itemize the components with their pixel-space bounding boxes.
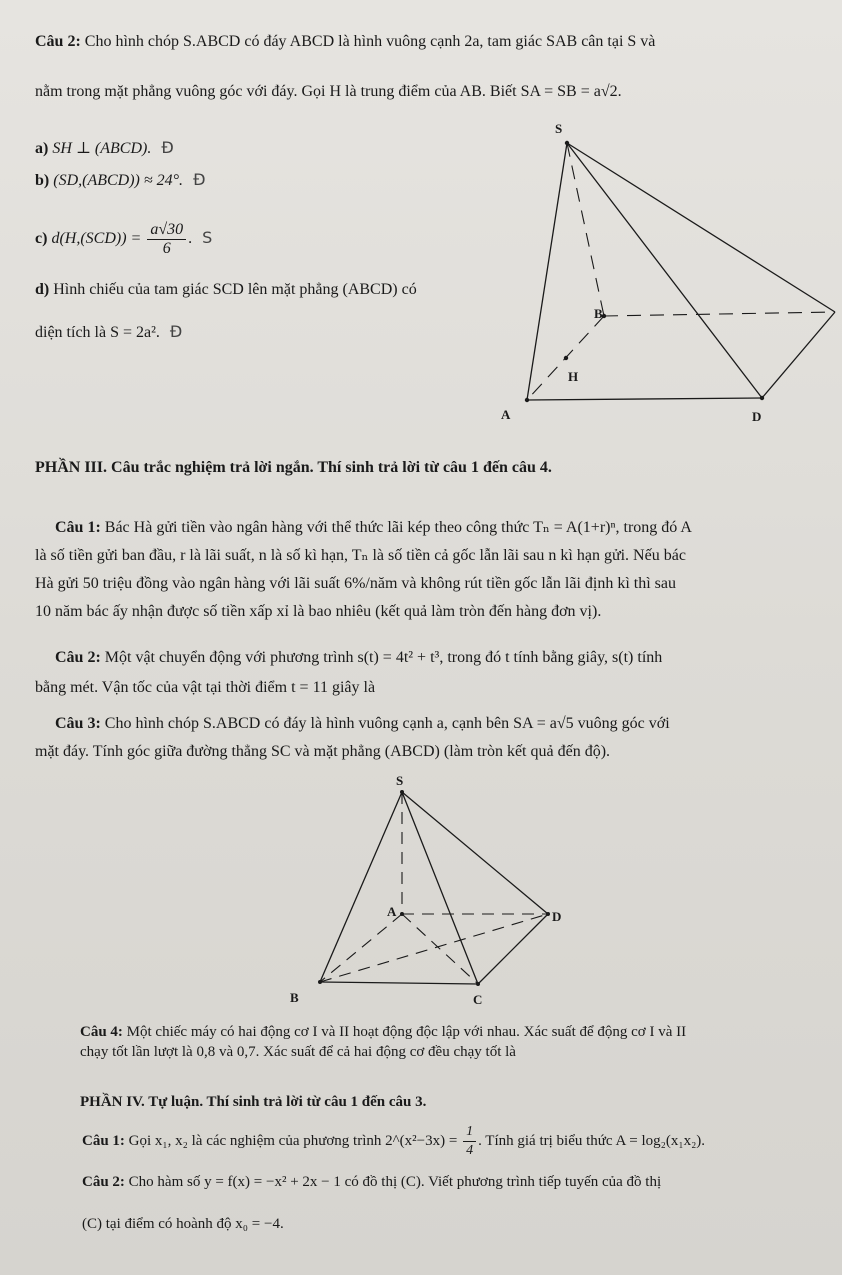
p3-q1-text-2: là số tiền gửi ban đầu, r là lãi suất, n là số kì hạn, Tₙ là số tiền cả gốc lẫn lãi sau n kì hạn gửi. Nếu bác — [35, 547, 686, 564]
label-A2: A — [387, 904, 397, 919]
label-B: B — [594, 306, 603, 321]
option-c-label: c) — [35, 230, 48, 247]
vertex-D2 — [546, 912, 550, 916]
p4-q1-line — [82, 1122, 705, 1160]
vertex-S2 — [400, 790, 404, 794]
option-b-label: b) — [35, 172, 50, 189]
label-A: A — [501, 407, 511, 422]
edge-SB — [320, 792, 402, 982]
part3-title: PHẦN III. Câu trắc nghiệm trả lời ngắn. Thí sinh trả lời từ câu 1 đến câu 4. — [35, 459, 552, 476]
p4-q1-denominator: 4 — [466, 1143, 474, 1159]
edge-SC — [402, 792, 478, 984]
vertex-B2 — [318, 980, 322, 984]
p4-q2-line-1 — [82, 1172, 661, 1192]
label-S2: S — [396, 773, 404, 788]
option-b-handwritten-mark: Đ — [193, 170, 206, 189]
option-a-handwritten-mark: Đ — [161, 138, 174, 157]
option-c-numerator: a√30 — [147, 221, 186, 240]
option-b-text: (SD,(ABCD)) ≈ 24°. — [53, 172, 184, 189]
vertex-C2 — [476, 982, 480, 986]
p3-q2-title: Câu 2: — [55, 649, 101, 666]
p3-q2-text-2: bằng mét. Vận tốc của vật tại thời điểm t = 11 giây là — [35, 679, 376, 696]
p4-q1-fraction — [463, 1123, 476, 1160]
q2-title: Câu 2: — [35, 33, 81, 50]
p3-q3-text-2: mặt đáy. Tính góc giữa đường thẳng SC và mặt phẳng (ABCD) (làm tròn kết quả đến độ). — [35, 743, 611, 760]
p3-q3-title: Câu 3: — [55, 715, 101, 732]
part4-title: PHẦN IV. Tự luận. Thí sinh trả lời từ câu 1 đến câu 3. — [80, 1094, 427, 1110]
option-d-handwritten-mark: Đ — [169, 322, 183, 341]
edge-AC-hidden — [402, 914, 478, 984]
option-c-handwritten-mark: S — [202, 228, 213, 247]
label-H: H — [568, 369, 579, 384]
p4-q2-text-1: Cho hàm số y = f(x) = −x² + 2x − 1 có đồ thị (C). Viết phương trình tiếp tuyến của đồ thị — [128, 1174, 662, 1190]
option-a-text: SH ⊥ (ABCD). — [52, 140, 152, 157]
p4-q2-title: Câu 2: — [82, 1174, 125, 1190]
label-B2: B — [290, 990, 299, 1005]
option-d-text-2: diện tích là S = 2a². — [35, 324, 160, 341]
option-c-text: d(H,(SCD)) = — [51, 230, 142, 247]
label-S: S — [555, 121, 563, 136]
p3-q4-text-2: chạy tốt lần lượt là 0,8 và 0,7. Xác suất để cả hai động cơ đều chạy tốt là — [80, 1044, 516, 1060]
p3-q3-text-1: Cho hình chóp S.ABCD có đáy là hình vuông cạnh a, cạnh bên SA = a√5 vuông góc với — [104, 715, 670, 732]
q2-text-2: nằm trong mặt phẳng vuông góc với đáy. Gọi H là trung điểm của AB. Biết SA = SB = a√2. — [35, 83, 622, 100]
p3-q4-line-1 — [80, 1022, 686, 1042]
option-d-text-1: Hình chiếu của tam giác SCD lên mặt phẳng (ABCD) có — [53, 281, 417, 298]
p3-q1-text-4: 10 năm bác ấy nhận được số tiền xấp xỉ là bao nhiêu (kết quả làm tròn đến hàng đơn vị). — [35, 603, 602, 620]
p3-q1-text-3: Hà gửi 50 triệu đồng vào ngân hàng với lãi suất 6%/năm và không rút tiền gốc lẫn lãi định kì thì sau — [35, 575, 677, 592]
p4-q2-text-2: (C) tại điểm có hoành độ x₀ = −4. — [82, 1216, 284, 1232]
edge-SD — [402, 792, 548, 914]
edge-BC — [320, 982, 478, 984]
p4-q1-text-pre: Gọi x₁, x₂ là các nghiệm của phương trình 2^(x²−3x) = — [128, 1133, 458, 1149]
p3-q1-title: Câu 1: — [55, 519, 101, 536]
p4-q1-numerator: 1 — [463, 1123, 476, 1142]
p3-q4-text-1: Một chiếc máy có hai động cơ I và II hoạt động độc lập với nhau. Xác suất để động cơ I và II — [126, 1024, 687, 1040]
q2-text-1: Cho hình chóp S.ABCD có đáy ABCD là hình vuông cạnh 2a, tam giác SAB cân tại S và — [84, 33, 656, 50]
p3-q4-title: Câu 4: — [80, 1024, 123, 1040]
p3-q1-text-1: Bác Hà gửi tiền vào ngân hàng với thể thức lãi kép theo công thức Tₙ = A(1+r)ⁿ, trong đó A — [104, 519, 692, 536]
q2-option-c: c) d(H,(SCD)) = $\frac{a√30}{6}$ . S — [35, 220, 213, 257]
option-a-label: a) — [35, 140, 49, 157]
p3-q2-text-1: Một vật chuyển động với phương trình s(t) = 4t² + t³, trong đó t tính bằng giây, s(t) tính — [104, 649, 663, 666]
label-C2: C — [473, 992, 483, 1007]
p4-q1-title: Câu 1: — [82, 1133, 125, 1149]
p4-q1-text-post: . Tính giá trị biểu thức A = log₂(x₁x₂). — [478, 1133, 706, 1149]
option-c-denominator: 6 — [162, 239, 171, 257]
option-d-label: d) — [35, 281, 50, 298]
label-D: D — [752, 409, 762, 424]
edge-AB-hidden — [320, 914, 402, 982]
label-D2: D — [552, 909, 562, 924]
vertex-A2 — [400, 912, 404, 916]
